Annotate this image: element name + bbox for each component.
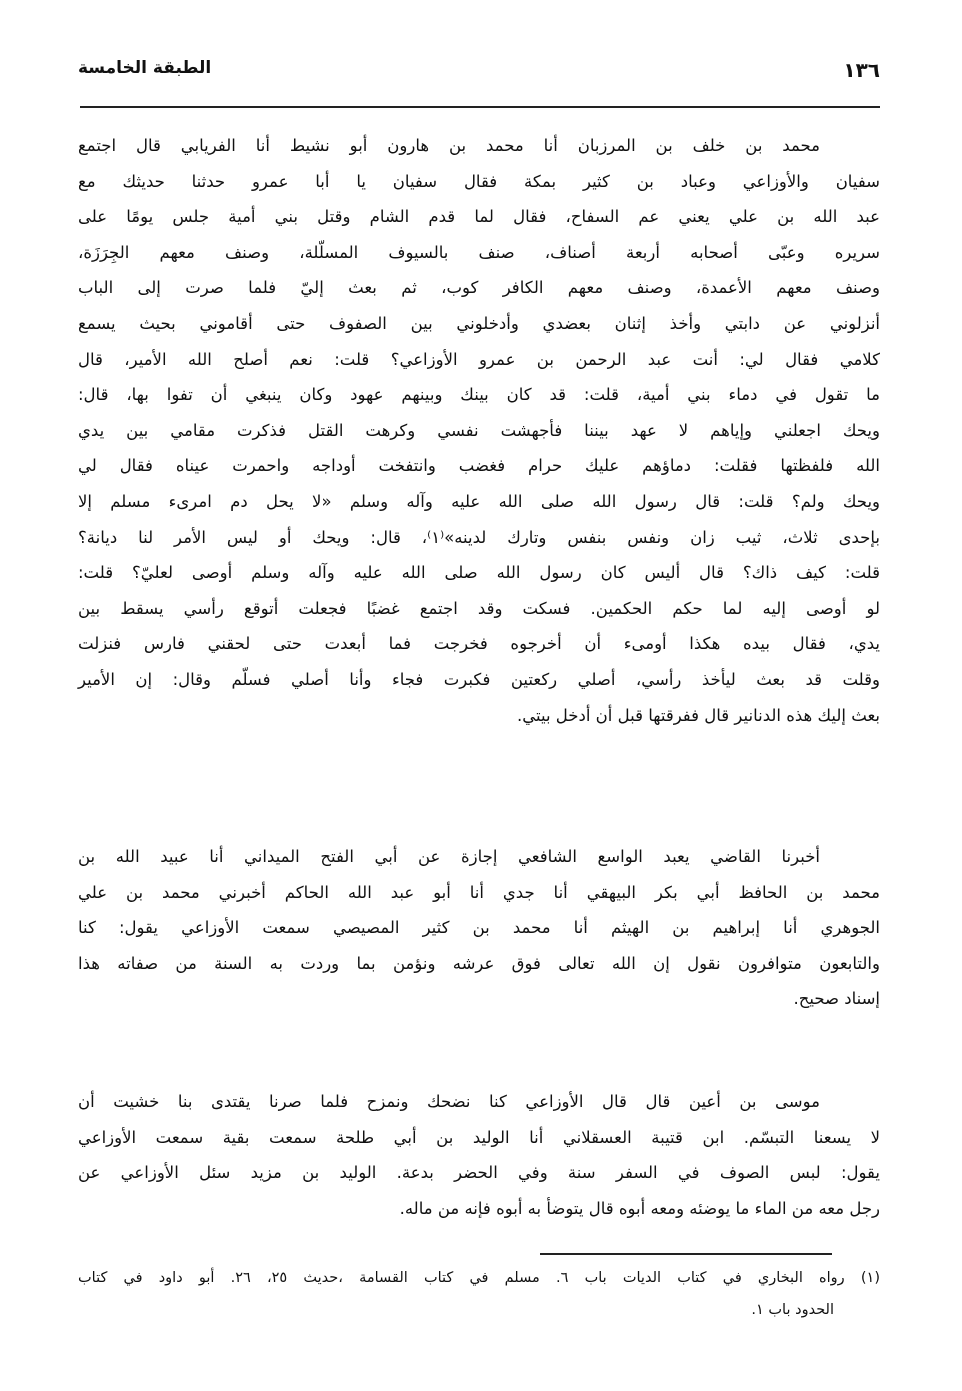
text-line: أنزلوني عن دابتي وأخذ إثنان بعضدي وأدخلوني بين الصفوف حتى أقاموني بحيث يسمع [78,313,880,333]
text-line: ما تقول في دماء بني أمية، قلت: قد كان بينك وبينهم عهود وكان ينبغي أن تفوا بها، قال: [78,385,880,405]
text-line: كلامي فقال لي: أنت عبد الرحمن بن عمرو الأوزاعي؟ قلت: نعم أصلح الله الأمير، قال [78,349,880,369]
text-line: رجل معه من الماء ما يوضئه ومعه أبوه قال يتوضأ به أبوه فإنه من ماله. [399,1198,880,1218]
text-line: يقول: لبس الصوف في السفر سنة وفي الحضر بدعة. الوليد بن مزيد سئل الأوزاعي عن [78,1163,880,1183]
text-line: سريره وعبّى أصحابه أربعة أصناف، صنف بالسيوف المسلّلة، وصنف معهم الجِرَزَة، [78,242,880,262]
text-line: محمد بن خلف بن المرزبان أنا محمد بن هارون أبو نشيط أنا الفريابي قال اجتمع [78,136,820,155]
paragraph-2 [78,839,880,1017]
footnote-line: (١) رواه البخاري في كتاب الديات باب ٦. مسلم في كتاب القسامة ،حديث ٢٥، ٢٦. أبو داود في كتاب [78,1270,880,1286]
running-title: الطبقة الخامسة [78,58,212,78]
text-line: وقلت قد بعث ليأخذ رأسي، أصلي ركعتين فكبرت فجاء وأنا أصلي فسلّم وقال: إن الأمير [78,669,880,689]
text-line: قلت: كيف ذاك؟ قال أليس كان رسول الله صلى الله عليه وآله وسلم أوصى لعليّ؟ قلت: [78,563,880,583]
footnote-line: الحدود باب ١. [751,1302,834,1318]
text-line: عبد الله بن علي يعني عم السفاح، فقال لما قدم الشام وقتل بني أمية جلس يومًا على [78,207,880,227]
paragraph-3 [78,1084,880,1226]
footnote [78,1262,880,1326]
text-line: محمد بن الحافظ أبي بكر البيهقي أنا جدي أنا أبو عبد الله الحاكم أخبرني محمد بن علي [78,882,880,902]
text-line: بعث إليك هذه الدنانير قال ففرقتها قبل أن أدخل بيتي. [516,705,880,725]
text-line: لا يسعنا التبسّم. ابن قتيبة العسقلاني أنا الوليد بن أبي طلحة سمعت بقية سمعت الأوزاعي [78,1127,880,1147]
paragraph-1 [78,128,880,733]
text-line: إسناد صحيح. [793,989,880,1009]
footnote-rule [540,1253,832,1255]
text-line: موسى بن أعين قال قال الأوزاعي كنا نضحك ونمزح فلما صرنا يقتدى بنا خشيت أن [78,1092,820,1111]
text-line: وصنف معهم الأعمدة، وصنف معهم الكافر كوب، ثم بعث إليّ فلما صرت إلى الباب [78,278,880,298]
page-number: ١٣٦ [843,58,880,82]
text-line: ويحك اجعلني وإياهم لا عهد بيننا فأجهشت نفسي وكرهت القتل فذكرت مقامي بين يدي [78,420,880,440]
text-line: أخبرنا القاضي يعبد الواسع الشافعي إجازة عن أبي الفتح الميداني أنا عبيد الله بن [78,847,820,866]
text-line: الله فلفظتها فقلت: دماؤهم عليك حرام فغضب وانتفخت أوداجه واحمرت عيناه فقال لي [78,456,880,476]
text-line: ويحك ولم؟ قلت: قال رسول الله صلى الله عليه وآله وسلم «لا يحل دم امرىء مسلم إلا [78,491,880,511]
page-header [78,58,880,88]
text-line: والتابعون متوافرون نقول إن الله تعالى فوق عرشه ونؤمن بما وردت به السنة من صفاته هذا [78,953,880,973]
text-line: يدي، فقال بيده هكذا أومىء أن أخرجوه فخرجت فما أبعدت حتى لحقني فارس فنزلت [78,634,880,654]
text-line: الجوهري أنا إبراهيم بن الهيثم أنا محمد بن كثير المصيصي سمعت الأوزاعي يقول: كنا [78,918,880,938]
text-line: سفيان والأوزاعي وعباد بن كثير بمكة فقال سفيان يا أبا عمرو حدثنا حديثك مع [78,171,880,191]
text-line: بإحدى ثلاث، ثيب زان ونفس بنفس وتارك لدينه»⁽١⁾، قال: ويحك أو ليس الأمر لنا ديانة؟ [78,527,880,547]
text-line: لو أوصى إليه لما حكم الحكمين. فسكت وقد اجتمع غضبًا فجعلت أتوقع رأسي يسقط بين [78,598,880,618]
header-rule [80,106,880,108]
